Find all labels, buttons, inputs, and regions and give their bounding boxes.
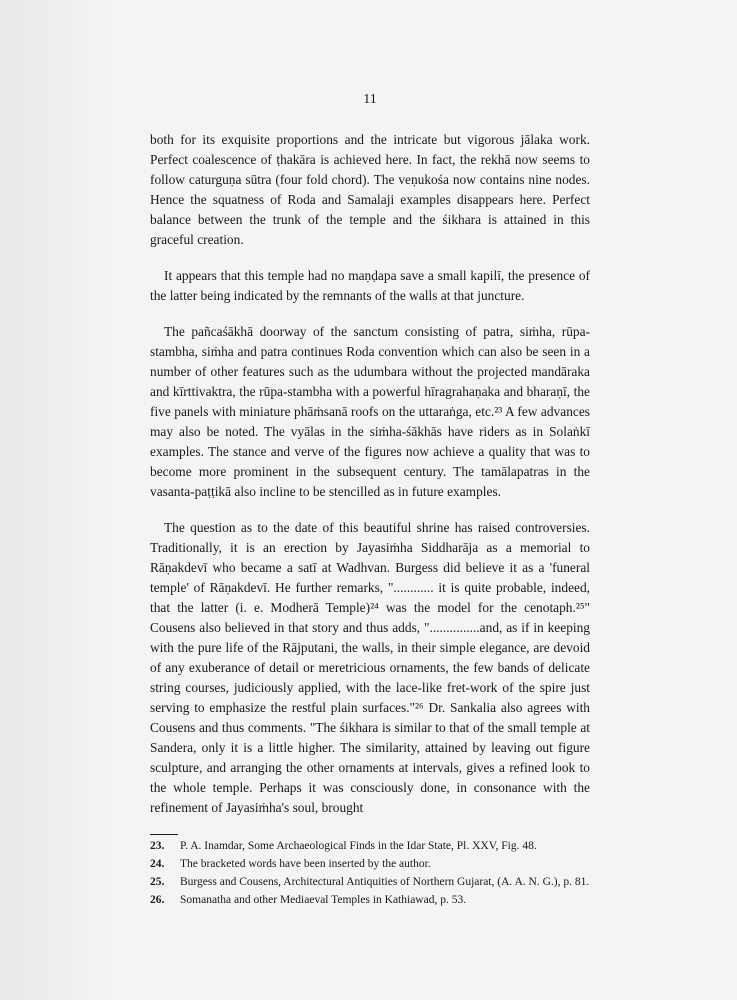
scan-margin-shadow bbox=[0, 0, 118, 1000]
book-page bbox=[150, 90, 590, 911]
paragraph-4: The question as to the date of this beautiful shrine has raised controversies. Traditionally, it is an erection by Jayasiṁha Siddharāja as a memorial to Rāṇakdevī who became a satī at Wadhvan. Burgess did believe it as a 'funeral temple' of Rāṇakdevī. He further remarks, "............ it is quite probable, indeed, that the latter (i. e. Modherā Temple)²⁴ was the model for the cenotaph.²⁵" Cousens also believed in that story and thus adds, "...............and, as if in keeping with the pure life of the Rājputani, the walls, in their simple elegance, are devoid of any exuberance of detail or meretricious ornaments, the few bands of delicate string courses, judiciously applied, with the lace-like fret-work of the spire just serving to emphasize the restful plain surfaces."²⁶ Dr. Sankalia also agrees with Cousens and thus comments. "The śikhara is similar to that of the small temple at Sandera, only it is a little higher. The similarity, attained by leaving out figure sculpture, and arranging the other ornaments at intervals, gives a refined look to the whole temple. Perhaps it was consciously done, in consonance with the refinement of Jayasiṁha's soul, brought bbox=[150, 520, 590, 815]
footnote-text: The bracketed words have been inserted by the author. bbox=[180, 858, 431, 870]
footnote-item bbox=[150, 839, 590, 854]
footnote-number: 25. bbox=[150, 876, 165, 888]
footnote-text: P. A. Inamdar, Some Archaeological Finds in the Idar State, Pl. XXV, Fig. 48. bbox=[180, 840, 537, 852]
paragraph-2: It appears that this temple had no maṇḍapa save a small kapilī, the presence of the latter being indicated by the remnants of the walls at that juncture. bbox=[150, 268, 590, 303]
footnote-number: 24. bbox=[150, 858, 165, 870]
footnote-list bbox=[150, 839, 590, 908]
footnote-item bbox=[150, 893, 590, 908]
footnote-item bbox=[150, 875, 590, 890]
footnote-text: Burgess and Cousens, Architectural Antiquities of Northern Gujarat, (A. A. N. G.), p. 81. bbox=[180, 876, 590, 888]
footnote-text: Somanatha and other Mediaeval Temples in Kathiawad, p. 53. bbox=[180, 894, 467, 906]
paragraph-3: The pañcaśākhā doorway of the sanctum consisting of patra, siṁha, rūpa-stambha, siṁha and patra continues Roda convention which can also be seen in a number of other features such as the udumbara without the projected mandāraka and kīrttivaktra, the rūpa-stambha with a powerful hīragrahaṇaka and bharaṇī, the five panels with miniature phāṁsanā roofs on the uttaraṅga, etc.²³ A few advances may also be noted. The vyālas in the siṁha-śākhās have riders as in Solaṅkī examples. The stance and verve of the figures now achieve a quality that was to become more prominent in the subsequent century. The tamālapatras in the vasanta-paṭṭikā also incline to be stencilled as in future examples. bbox=[150, 324, 590, 499]
footnote-number: 26. bbox=[150, 894, 165, 906]
footnote-number: 23. bbox=[150, 840, 165, 852]
footnote-item bbox=[150, 857, 590, 872]
paragraph-1: both for its exquisite proportions and the intricate but vigorous jālaka work. Perfect coalescence of ṭhakāra is achieved here. In fact, the rekhā now seems to follow caturguṇa sūtra (four fold chord). The veṇukośa now contains nine nodes. Hence the squatness of Roda and Samalaji examples disappears here. Perfect balance between the trunk of the temple and the śikhara is attained in this graceful creation. bbox=[150, 132, 590, 247]
page-number: 11 bbox=[363, 92, 377, 107]
